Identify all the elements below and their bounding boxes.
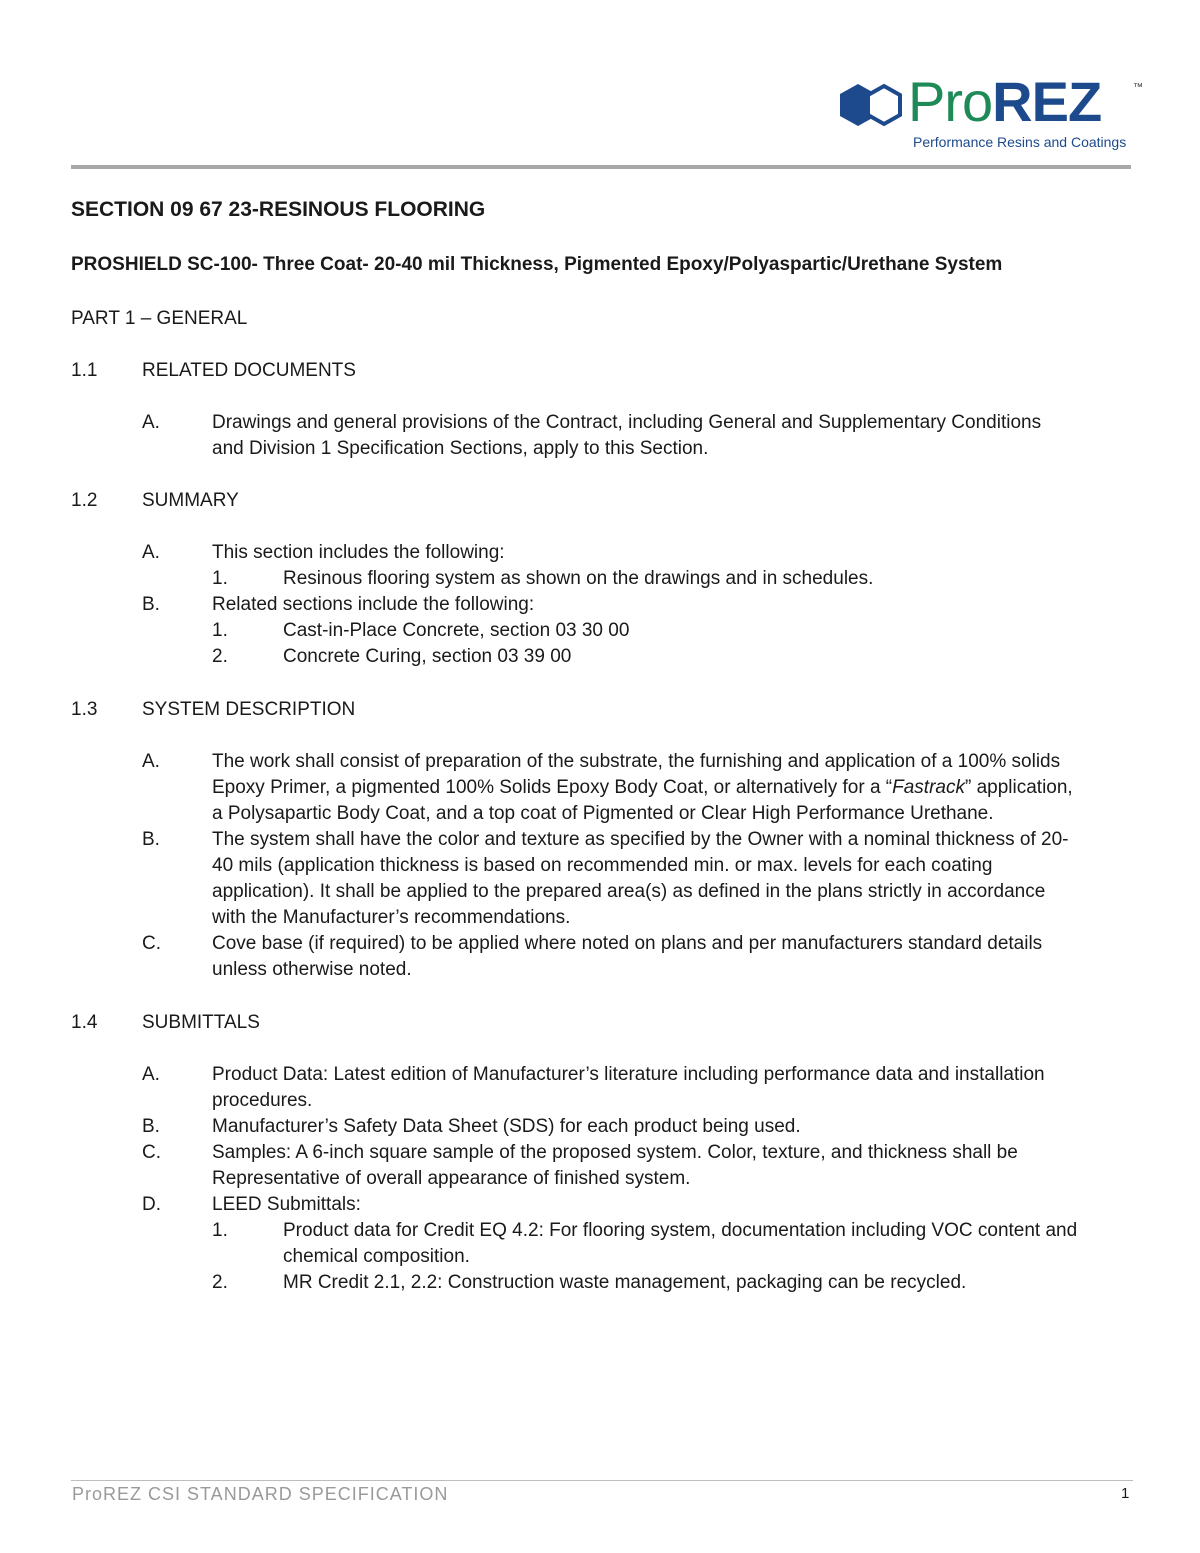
item-line-part: ” application,	[964, 777, 1073, 798]
item-label: B.	[142, 1116, 160, 1137]
item-line: Representative of overall appearance of finished system.	[212, 1168, 691, 1189]
item-line: application). It shall be applied to the prepared area(s) as defined in the plans strictly in accordance	[212, 881, 1046, 902]
subitem-line: Product data for Credit EQ 4.2: For flooring system, documentation including VOC content and	[283, 1220, 1078, 1241]
logo-pro: Pro	[908, 70, 993, 133]
subitem-label: 2.	[212, 646, 228, 667]
section-number: 1.1	[71, 360, 98, 381]
item-label: A.	[142, 412, 160, 433]
item-line: The system shall have the color and texture as specified by the Owner with a nominal thickness of 20-	[212, 829, 1069, 850]
item-line: and Division 1 Specification Sections, apply to this Section.	[212, 438, 709, 459]
section-title: SECTION 09 67 23-RESINOUS FLOORING	[71, 198, 486, 221]
item-label: A.	[142, 1064, 160, 1085]
part-heading: PART 1 – GENERAL	[71, 308, 248, 329]
section-heading: RELATED DOCUMENTS	[142, 360, 356, 381]
hexagon-logo-icon	[836, 80, 908, 136]
system-title: PROSHIELD SC-100- Three Coat- 20-40 mil Thickness, Pigmented Epoxy/Polyaspartic/Urethane System	[71, 254, 1003, 275]
logo-trademark: ™	[1133, 82, 1143, 93]
item-line: Manufacturer’s Safety Data Sheet (SDS) for each product being used.	[212, 1116, 801, 1137]
item-label: D.	[142, 1194, 161, 1215]
section-heading: SUMMARY	[142, 490, 239, 511]
section-number: 1.4	[71, 1012, 98, 1033]
footer-rule	[71, 1480, 1133, 1481]
item-line: Drawings and general provisions of the Contract, including General and Supplementary Conditions	[212, 412, 1042, 433]
item-line: Related sections include the following:	[212, 594, 535, 615]
item-line: Cove base (if required) to be applied where noted on plans and per manufacturers standard details	[212, 933, 1043, 954]
item-label: A.	[142, 542, 160, 563]
item-line: This section includes the following:	[212, 542, 505, 563]
item-line: Samples: A 6-inch square sample of the proposed system. Color, texture, and thickness shall be	[212, 1142, 1018, 1163]
item-label: C.	[142, 1142, 161, 1163]
subitem-line: Concrete Curing, section 03 39 00	[283, 646, 572, 667]
subitem-line: Resinous flooring system as shown on the drawings and in schedules.	[283, 568, 874, 589]
header-rule	[71, 165, 1131, 169]
item-line: procedures.	[212, 1090, 313, 1111]
section-number: 1.2	[71, 490, 98, 511]
item-line: a Polysapartic Body Coat, and a top coat of Pigmented or Clear High Performance Urethane.	[212, 803, 994, 824]
subitem-line: MR Credit 2.1, 2.2: Construction waste management, packaging can be recycled.	[283, 1272, 967, 1293]
footer-text: ProREZ CSI STANDARD SPECIFICATION	[72, 1484, 449, 1504]
item-line: with the Manufacturer’s recommendations.	[212, 907, 571, 928]
subitem-label: 1.	[212, 568, 228, 589]
item-line: The work shall consist of preparation of the substrate, the furnishing and application of a 100% solids	[212, 751, 1061, 772]
section-heading: SUBMITTALS	[142, 1012, 260, 1033]
item-line: 40 mils (application thickness is based on recommended min. or max. levels for each coating	[212, 855, 993, 876]
section-number: 1.3	[71, 699, 98, 720]
logo-wordmark	[908, 72, 1101, 132]
subitem-label: 1.	[212, 620, 228, 641]
item-line-part: Epoxy Primer, a pigmented 100% Solids Epoxy Body Coat, or alternatively for a “	[212, 777, 893, 798]
item-line: Product Data: Latest edition of Manufacturer’s literature including performance data and installation	[212, 1064, 1045, 1085]
fastrack-italic: Fastrack	[892, 777, 965, 798]
item-line-with-italic	[212, 775, 1073, 801]
logo-rez: REZ	[992, 70, 1102, 133]
subitem-label: 2.	[212, 1272, 228, 1293]
item-label: A.	[142, 751, 160, 772]
item-label: C.	[142, 933, 161, 954]
logo-tagline: Performance Resins and Coatings	[913, 134, 1127, 150]
section-heading: SYSTEM DESCRIPTION	[142, 699, 356, 720]
item-label: B.	[142, 594, 160, 615]
subitem-label: 1.	[212, 1220, 228, 1241]
subitem-line: Cast-in-Place Concrete, section 03 30 00	[283, 620, 630, 641]
item-label: B.	[142, 829, 160, 850]
subitem-line: chemical composition.	[283, 1246, 470, 1267]
prorez-logo	[836, 70, 1148, 154]
item-line: LEED Submittals:	[212, 1194, 361, 1215]
page-number: 1	[1121, 1485, 1130, 1502]
item-line: unless otherwise noted.	[212, 959, 412, 980]
